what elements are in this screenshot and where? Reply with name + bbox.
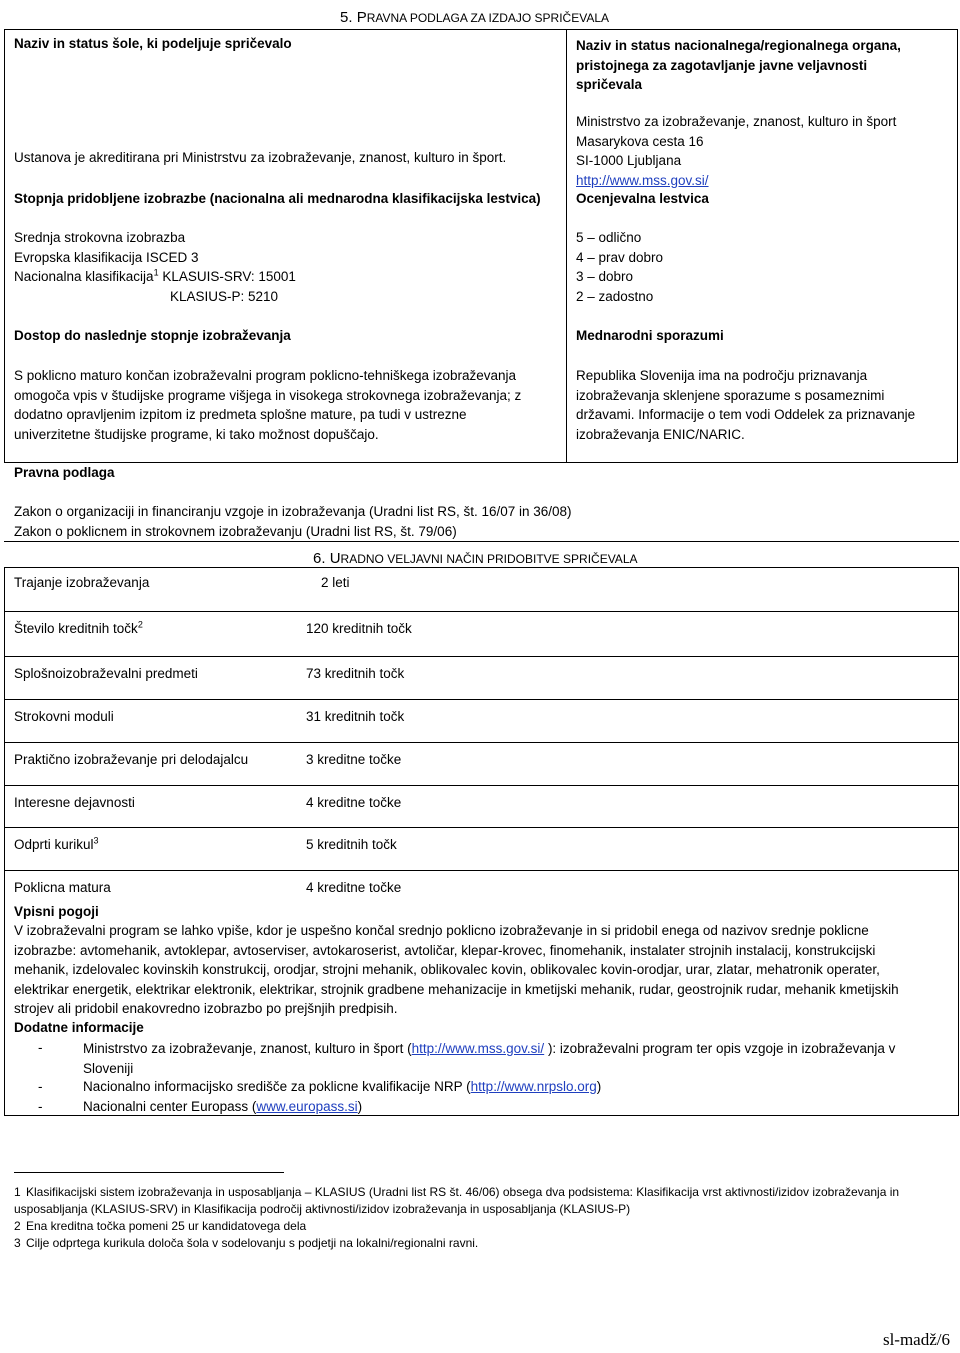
row-label: Splošnoizobraževalni predmeti xyxy=(14,666,198,681)
access-title: Dostop do naslednje stopnje izobraževanja xyxy=(14,328,291,343)
grade-item: 5 – odlično xyxy=(576,230,642,245)
section-5-initial: P xyxy=(356,9,367,26)
school-name-label: Naziv in status šole, ki podeljuje spričevalo xyxy=(14,36,292,51)
info-item: - Nacionalni center Europass (www.europass.si) xyxy=(38,1099,363,1114)
top-table-divider xyxy=(566,29,567,463)
law-line: Zakon o poklicnem in strokovnem izobraževanju (Uradni list RS, št. 79/06) xyxy=(14,523,457,539)
access-line: dodatno opravljenim izpitom iz predmeta splošne mature, pa tudi v ustrezne xyxy=(14,407,467,422)
entry-title: Vpisni pogoji xyxy=(14,904,99,919)
info-item: - Ministrstvo za izobraževanje, znanost, kulturo in šport (http://www.mss.gov.si/ ): izobraževalni program ter opis vzgoje in izobraževanja v Sloveniji xyxy=(38,1040,896,1076)
ministry-name: Ministrstvo za izobraževanje, znanost, kulturo in šport xyxy=(576,114,897,129)
access-line: univerzitetne študijske programe, ki tako možnost dopuščajo. xyxy=(14,426,379,442)
access-text xyxy=(14,366,521,444)
entry-text: V izobraževalni program se lahko vpiše, kdor je uspešno končal srednjo poklicno izobraževanje in si pridobil enega od nazivov srednje poklicne izobrazbe: avtomehanik, avtoklepar, avtoserviser, avtokaroserist, avtoličar, klepar-krovec, finomehanik, instalater strojnih instalacij, konstrukcijski mehanik, izdelovalec kovinskih konstrukcij, orodjar, strojni mehanik, oblikovalec kovin, oblikovalec kovin-orodjar, urar, zlatar, mehatronik operater, elektrikar energetik, elektrikar elektronik, elektrikar, strojnik gradbene mehanizacije in kmetijski mehanik, rudar, geostrojnik rudar, mehanik kmetijskih strojev ali pridobil enakovredno izobrazbo po prejšnjih predpisih. xyxy=(14,923,899,1016)
agreements-text: Republika Slovenija ima na področju priznavanja izobraževanja sklenjene sporazume s posameznimi državami. Informacije o tem vodi Oddelek za priznavanje izobraževanja ENIC/NARIC. xyxy=(576,368,916,442)
nrp-link[interactable]: http://www.nrpslo.org xyxy=(470,1079,597,1094)
access-line: omogoča vpis v študijske programe višjega in visokega strokovnega izobraževanja; z xyxy=(14,387,522,403)
level-title: Stopnja pridobljene izobrazbe (nacionalna ali mednarodna klasifikacijska lestvica) xyxy=(14,191,541,206)
info-item: - Nacionalno informacijsko središče za poklicne kvalifikacije NRP (http://www.nrpslo.org) xyxy=(38,1079,602,1094)
row-label: Odprti kurikul$^3$ xyxy=(14,835,99,852)
legal-basis-title: Pravna podlaga xyxy=(14,465,115,480)
row-separator xyxy=(4,870,959,871)
grade-item: 2 – zadostno xyxy=(576,288,654,304)
row-value: 4 kreditne točke xyxy=(306,795,402,810)
row-separator xyxy=(4,699,959,700)
section-6-heading: 6. URADNO VELJAVNI NAČIN PRIDOBITVE SPRIČEVALA xyxy=(313,550,638,567)
row-separator xyxy=(4,611,959,612)
left-border xyxy=(4,567,5,1115)
row-label: Trajanje izobraževanja xyxy=(14,575,150,590)
grading-scale xyxy=(576,228,663,306)
grade-item: 3 – dobro xyxy=(576,269,634,284)
footnote-2: 2 Ena kreditna točka pomeni 25 ur kandidatovega dela xyxy=(14,1219,307,1233)
access-line: S poklicno maturo končan izobraževalni program poklicno-tehniškega izobraževanja xyxy=(14,368,517,383)
footnote-1: 1 Klasifikacijski sistem izobraževanja in usposabljanja – KLASIUS (Uradni list RS št. 46/06) obsega dva podsistema: Klasifikacija vrst aktivnosti/izidov izobraževanja in usposabljanja (KLASIUS-SRV) in Klasifikacija področij aktivnosti/izidov izobraževanja in usposabljanja (KLASIUS-P) xyxy=(14,1185,900,1216)
footnote-3: 3 Cilje odprtega kurikula določa šola v sodelovanju s podjetji na lokalni/regionalni ravni. xyxy=(14,1236,479,1250)
ministry-link[interactable]: http://www.mss.gov.si/ xyxy=(576,172,709,188)
national-classification-p: KLASIUS-P: 5210 xyxy=(170,289,279,304)
city-address: SI-1000 Ljubljana xyxy=(576,153,682,168)
authority-label: Naziv in status nacionalnega/regionalnega organa, pristojnega za zagotavljanje javne veljavnosti spričevala xyxy=(576,38,901,92)
level-line: Evropska klasifikacija ISCED 3 xyxy=(14,249,199,265)
row-value: 5 kreditnih točk xyxy=(306,837,397,852)
row-value: 2 leti xyxy=(321,575,350,590)
section-6-top-line xyxy=(4,567,959,568)
level-block xyxy=(14,228,296,287)
footnotes xyxy=(14,1184,944,1252)
accreditation-text: Ustanova je akreditirana pri Ministrstvu za izobraževanje, znanost, kulturo in šport. xyxy=(14,150,507,165)
row-value: 120 kreditnih točk xyxy=(306,621,412,636)
row-separator xyxy=(4,827,959,828)
row-separator xyxy=(4,656,959,657)
row-value: 73 kreditnih točk xyxy=(306,666,405,681)
ministry-info-link[interactable]: http://www.mss.gov.si/ xyxy=(411,1041,545,1056)
section-5-title: RAVNA PODLAGA ZA IZDAJO SPRIČEVALA xyxy=(366,11,609,25)
level-line: Srednja strokovna izobrazba xyxy=(14,230,186,245)
grading-scale-title: Ocenjevalna lestvica xyxy=(576,191,709,206)
section-5-number: 5. xyxy=(340,9,357,26)
row-separator xyxy=(4,785,959,786)
row-label: Praktično izobraževanje pri delodajalcu xyxy=(14,752,249,767)
law-line: Zakon o organizaciji in financiranju vzgoje in izobraževanja (Uradni list RS, št. 16/07 in 36/08) xyxy=(14,504,572,519)
agreements-title: Mednarodni sporazumi xyxy=(576,328,724,343)
row-separator xyxy=(4,742,959,743)
right-border xyxy=(958,567,959,1115)
row-label: Interesne dejavnosti xyxy=(14,795,135,810)
europass-link[interactable]: www.europass.si xyxy=(256,1099,358,1114)
authority-address xyxy=(576,112,896,190)
legal-basis-underline xyxy=(4,541,959,542)
additional-info-title: Dodatne informacije xyxy=(14,1020,144,1035)
section-5-heading xyxy=(340,9,609,26)
row-label: Poklicna matura xyxy=(14,880,111,895)
row-value: 4 kreditne točke xyxy=(306,880,402,895)
footnote-separator xyxy=(14,1172,284,1173)
row-value: 31 kreditnih točk xyxy=(306,709,405,724)
national-classification: Nacionalna klasifikacija$^1$ KLASUIS-SRV: 15001 xyxy=(14,267,296,284)
page-signature: sl-madž/6 xyxy=(882,1330,950,1349)
street-address: Masarykova cesta 16 xyxy=(576,133,704,149)
row-label: Število kreditnih točk$^2$ xyxy=(14,619,143,636)
row-value: 3 kreditne točke xyxy=(306,752,402,767)
legal-basis-text xyxy=(14,502,572,541)
row-label: Strokovni moduli xyxy=(14,709,114,724)
grade-item: 4 – prav dobro xyxy=(576,249,664,265)
